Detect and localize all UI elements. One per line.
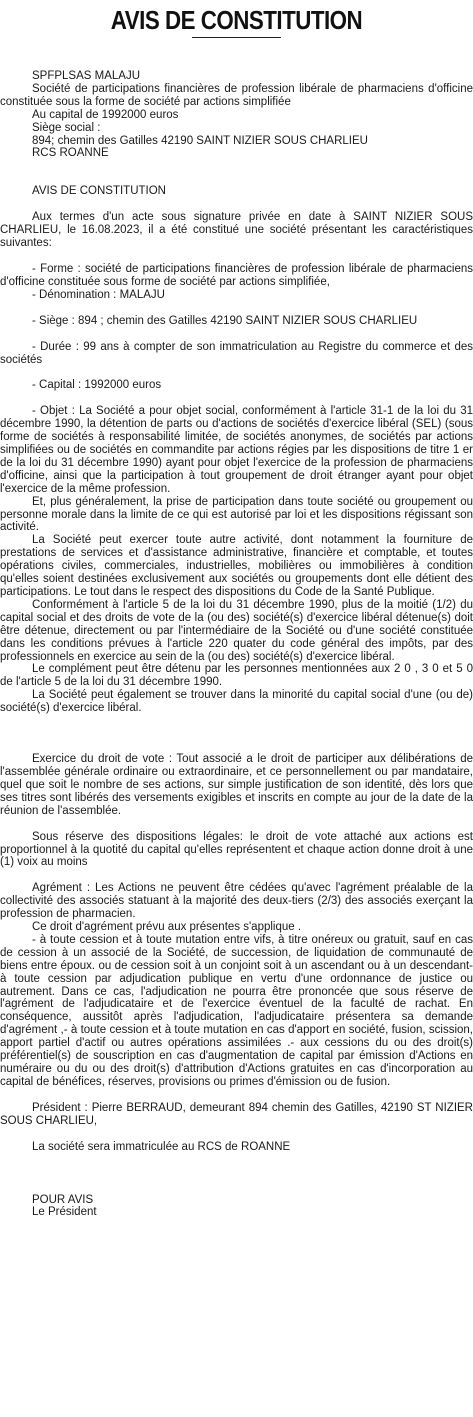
company-description: Société de participations financières de profession libérale de pharmaciens d'officine constituée sous la forme de société par actions simplifiée xyxy=(0,82,473,108)
immatriculation-line: La société sera immatriculée au RCS de ROANNE xyxy=(32,1140,291,1153)
signature-line: Le Président xyxy=(32,1206,97,1219)
objet-paragraph: La Société peut exercer toute autre activité, dont notamment la fourniture de prestations de services et d'assistance administrative, financière et comptable, et toutes opérations civiles, commerciales, industrielles, mobilières ou immobilières à condition qu'elles soient destinées exclusivement aux sociétés ou groupements dont elle détient des participations. Le tout dans le respect des dispositions du Code de la Santé Publique. xyxy=(0,534,473,598)
president-paragraph: Président : Pierre BERRAUD, demeurant 894 chemin des Gatilles, 42190 ST NIZIER SOUS CHARLIEU, xyxy=(0,1101,473,1127)
company-name: SPFPLSAS MALAJU xyxy=(32,70,141,82)
capital-line: - Capital : 1992000 euros xyxy=(32,379,162,392)
agrement-paragraph: Agrément : Les Actions ne peuvent être cédées qu'avec l'agrément préalable de la collectivité des associés statuant à la majorité des deux-tiers (2/3) des associés exerçant la profession de pharmacien. xyxy=(0,882,473,921)
forme-paragraph: - Forme : société de participations financières de profession libérale de pharmaciens d'officine constituée sous forme de société par actions simplifiée, xyxy=(0,262,473,288)
duree-paragraph: - Durée : 99 ans à compter de son immatriculation au Registre du commerce et des sociétés xyxy=(0,340,473,366)
agrement-section xyxy=(0,882,473,1089)
objet-paragraph: Conformément à l'article 5 de la loi du 31 décembre 1990, plus de la moitié (1/2) du capital social et des droits de vote de la (ou des) société(s) d'exercice libéral détenue(s) doit être détenue, directement ou par l'intermédiaire de la Société ou d'une société constituée dans les conditions prévues à l'article 220 quater du code général des impôts, par des professionnels en exercice au sein de la (ou des) société(s) d'exercice libéral. xyxy=(0,598,473,663)
company-capital: Au capital de 1992000 euros xyxy=(32,108,179,121)
intro-paragraph: Aux termes d'un acte sous signature privée en date à SAINT NIZIER SOUS CHARLIEU, le 16.08.2023, il a été constitué une société présentant les caractéristiques suivantes: xyxy=(0,211,473,250)
notice-title: AVIS DE CONSTITUTION xyxy=(110,5,363,35)
vote-paragraph: Exercice du droit de vote : Tout associé a le droit de participer aux délibérations de l'assemblée générale ordinaire ou extraordinaire, et ce personnellement ou par mandataire, quel que soit le nombre de ses actions, sur simple justification de son identité, dès lors que ses titres sont libérés des versements exigibles et inscrits en compte au jour de la date de la réunion de l'assemblée. xyxy=(0,753,473,817)
signature-block xyxy=(0,1194,473,1220)
siege-label: Siège social : xyxy=(32,121,101,134)
objet-paragraph: Le complément peut être détenu par les personnes mentionnées aux 2 0 , 3 0 et 5 0 de l'article 5 de la loi du 31 décembre 1990. xyxy=(0,663,473,689)
objet-paragraph: Et, plus généralement, la prise de participation dans toute société ou groupement ou personne morale dans la limite de ce qui est autorisé par loi et les dispositions régissant son activité. xyxy=(0,495,473,534)
agrement-paragraph: Ce droit d'agrément prévu aux présentes s'applique . xyxy=(32,921,302,934)
siege-line: - Siège : 894 ; chemin des Gatilles 42190 SAINT NIZIER SOUS CHARLIEU xyxy=(32,314,418,327)
reserve-paragraph: Sous réserve des dispositions légales: le droit de vote attaché aux actions est proportionnel à la quotité du capital qu'elles représentent et chaque action donne droit à une (1) voix au moins xyxy=(0,830,473,869)
signature-line: POUR AVIS xyxy=(32,1193,94,1206)
objet-paragraph: - Objet : La Société a pour objet social, conformément à l'article 31-1 de la loi du 31 décembre 1990, la détention de parts ou d'actions de sociétés d'exercice libéral (SEL) (sous forme de sociétés à responsabilité limitée, de sociétés anonymes, de sociétés par actions simplifiées ou de sociétés en commandite par actions régies par les dispositions de titre 1 er de la loi du 31 décembre 1990) ayant pour objet l'exercice de la profession de pharmaciens d'officine, ainsi que la participation à tout groupement de droit étranger ayant pour objet l'exercice de la même profession. xyxy=(0,405,473,495)
company-address: 894; chemin des Gatilles 42190 SAINT NIZIER SOUS CHARLIEU xyxy=(32,134,368,147)
agrement-paragraph: - à toute cession et à toute mutation entre vifs, à titre onéreux ou gratuit, sauf en cas de cession à un associé de la Société, de succession, de liquidation de communauté de biens entre époux. ou de cession soit à un conjoint soit à un ascendant ou à un descendant- à toute cession par adjudication publique en vertu d'une ordonnance de justice ou autrement. Dans ce cas, l'adjudication ne pourra être prononcée que sous réserve de l'agrément de l'adjudicataire et de l'exercice éventuel de la faculté de rachat. En conséquence, aussitôt après l'adjudication, l'adjudicataire présentera sa demande d'agrément ,- à toute cession et à toute mutation en cas d'apport en société, fusion, scission, apport partiel d'actif ou autres opérations assimilées .- aux cessions du ou des droit(s) préférentiel(s) de souscription en cas d'augmentation de capital par émission d'Actions en numéraire ou du ou des droit(s) d'attribution d'Actions gratuites en cas d'incorporation au capital de bénéfices, réserves, provisions ou primes d'émission ou de fusion. xyxy=(0,933,473,1088)
company-header xyxy=(0,70,473,160)
denomination-line: - Dénomination : MALAJU xyxy=(32,288,165,301)
section-heading: AVIS DE CONSTITUTION xyxy=(32,185,166,198)
notice-body xyxy=(0,48,473,1219)
objet-paragraph: La Société peut également se trouver dans la minorité du capital social d'une (ou de) société(s) d'exercice libéral. xyxy=(0,689,473,715)
objet-section xyxy=(0,405,473,715)
title-underline xyxy=(192,37,281,38)
company-rcs: RCS ROANNE xyxy=(32,147,109,160)
